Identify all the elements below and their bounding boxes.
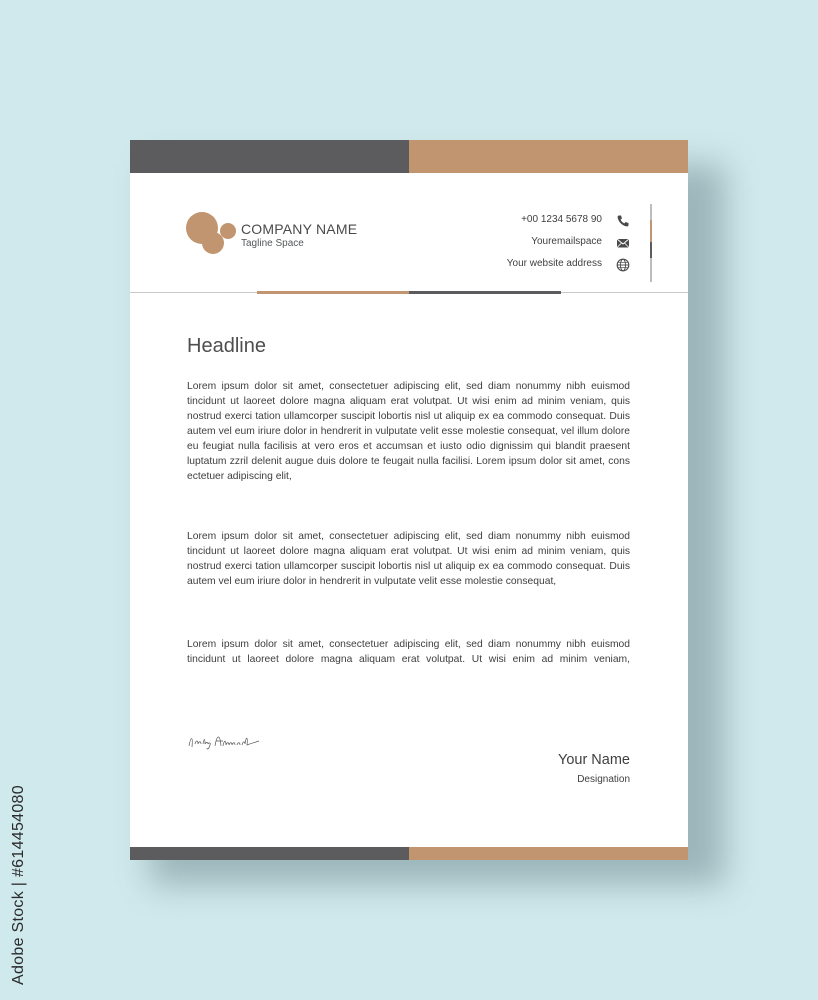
company-name: COMPANY NAME <box>241 221 358 237</box>
globe-icon <box>616 258 630 272</box>
letterhead-page <box>130 140 688 860</box>
bottom-bar-gray <box>130 847 409 860</box>
body-paragraph-1: Lorem ipsum dolor sit amet, consectetuer adipiscing elit, sed diam nonummy nibh euismod tincidunt ut laoreet dolore magna aliquam erat volutpat. Ut wisi enim ad minim veniam, quis nostrud exerci tation ullamcorper suscipit lobortis nisl ut aliquip ex ea commodo consequat. Duis autem vel eum iriure dolor in hendrerit in vulputate velit esse molestie consequat, vel illum dolore eu feugiat nulla facilisis at vero eros et accumsan et iusto odio dignissim qui blandit praesent luptatum zzril delenit augue duis dolore te feugait nulla facilisi. Lorem ipsum dolor sit amet, cons ectetuer adipiscing elit, <box>187 381 630 482</box>
body-paragraph-2: Lorem ipsum dolor sit amet, consectetuer adipiscing elit, sed diam nonummy nibh euismod tincidunt ut laoreet dolore magna aliquam erat volutpat. Ut wisi enim ad minim veniam, quis nostrud exerci tation ullamcorper suscipit lobortis nisl ut aliquip ex ea commodo consequat. Duis autem vel eum iriure dolor in hendrerit in vulputate velit esse molestie consequat, <box>187 531 630 587</box>
bottom-bar-brown <box>409 847 688 860</box>
headline: Headline <box>187 335 266 357</box>
logo-circle-small <box>220 223 236 239</box>
contact-website: Your website address <box>506 258 602 269</box>
phone-icon <box>616 214 630 228</box>
contact-divider-accent-dark <box>650 242 652 258</box>
top-bar-gray <box>130 140 409 173</box>
contact-divider-accent <box>650 220 652 242</box>
body-paragraph-3: Lorem ipsum dolor sit amet, consectetuer adipiscing elit, sed diam nonummy nibh euismod tincidunt ut laoreet dolore magna aliquam erat volutpat. Ut wisi enim ad minim veniam, <box>187 639 630 665</box>
signatory-designation: Designation <box>577 774 630 785</box>
company-tagline: Tagline Space <box>241 238 304 249</box>
stock-id-watermark: Adobe Stock | #614454080 <box>10 785 27 985</box>
header-divider-brown-segment <box>257 291 409 294</box>
top-bar-brown <box>409 140 688 173</box>
signatory-name: Your Name <box>557 752 630 768</box>
contact-email: Youremailspace <box>531 236 602 247</box>
envelope-icon <box>616 236 630 250</box>
header-divider-gray-segment <box>409 291 561 294</box>
handwritten-signature <box>187 732 267 752</box>
company-logo <box>186 212 242 260</box>
contact-phone: +00 1234 5678 90 <box>521 214 602 225</box>
